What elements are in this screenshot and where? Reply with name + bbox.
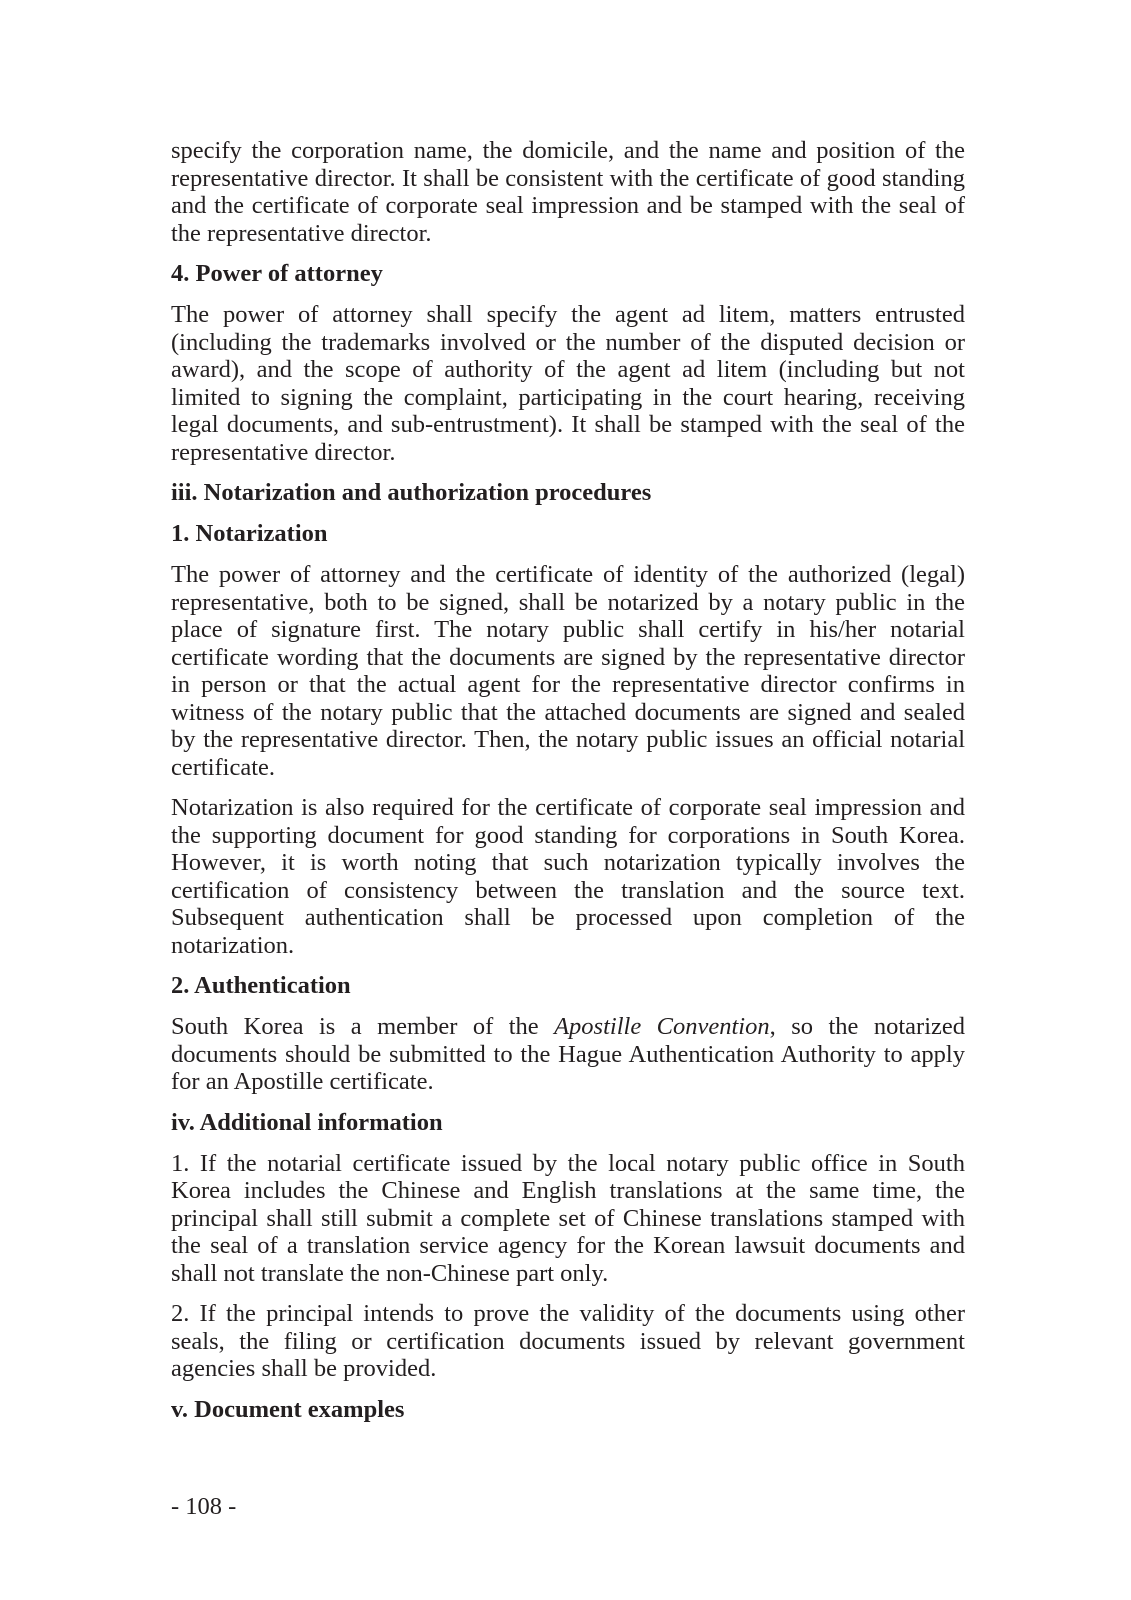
paragraph-additional-2: 2. If the principal intends to prove the validity of the documents using other seals, the filing or certification documents issued by relevant government agencies shall be provided. [171,1300,965,1382]
heading-authentication: 2. Authentication [171,972,351,999]
document-page [171,137,965,1437]
heading-notarization: 1. Notarization [171,520,328,547]
paragraph-additional-1: 1. If the notarial certificate issued by the local notary public office in South Korea includes the Chinese and English translations at the same time, the principal shall still submit a complete set of Chinese translations stamped with the seal of a translation service agency for the Korean lawsuit documents and shall not translate the non-Chinese part only. [171,1149,965,1287]
heading-power-of-attorney: 4. Power of attorney [171,260,383,287]
authentication-text-after: , so the notarized documents should be submitted to the Hague Authentication Authority to apply for an Apostille certificate. [171,1013,965,1095]
heading-section-v: v. Document examples [171,1395,405,1423]
paragraph-authentication [171,1013,965,1096]
heading-section-iv: iv. Additional information [171,1108,443,1136]
paragraph-notarization-1: The power of attorney and the certificate of identity of the authorized (legal) representative, both to be signed, shall be notarized by a notary public in the place of signature first. The notary public shall certify in his/her notarial certificate wording that the documents are signed by the representative director in person or that the actual agent for the representative director confirms in witness of the notary public that the attached documents are signed and sealed by the representative director. Then, the notary public issues an official notarial certificate. [171,561,965,781]
paragraph-power-of-attorney: The power of attorney shall specify the agent ad litem, matters entrusted (including the trademarks involved or the number of the disputed decision or award), and the scope of authority of the agent ad litem (including but not limited to signing the complaint, participating in the court hearing, receiving legal documents, and sub-entrustment). It shall be stamped with the seal of the representative director. [171,301,965,466]
apostille-convention-title: Apostille Convention [554,1013,770,1040]
page-number: - 108 - [171,1493,237,1520]
heading-section-iii: iii. Notarization and authorization procedures [171,479,652,506]
authentication-text-before: South Korea is a member of the [171,1013,555,1040]
paragraph-notarization-2: Notarization is also required for the certificate of corporate seal impression and the supporting document for good standing for corporations in South Korea. However, it is worth noting that such notarization typically involves the certification of consistency between the translation and the source text. Subsequent authentication shall be processed upon completion of the notarization. [171,794,965,959]
paragraph-continued: specify the corporation name, the domicile, and the name and position of the representative director. It shall be consistent with the certificate of good standing and the certificate of corporate seal impression and be stamped with the seal of the representative director. [171,137,965,247]
